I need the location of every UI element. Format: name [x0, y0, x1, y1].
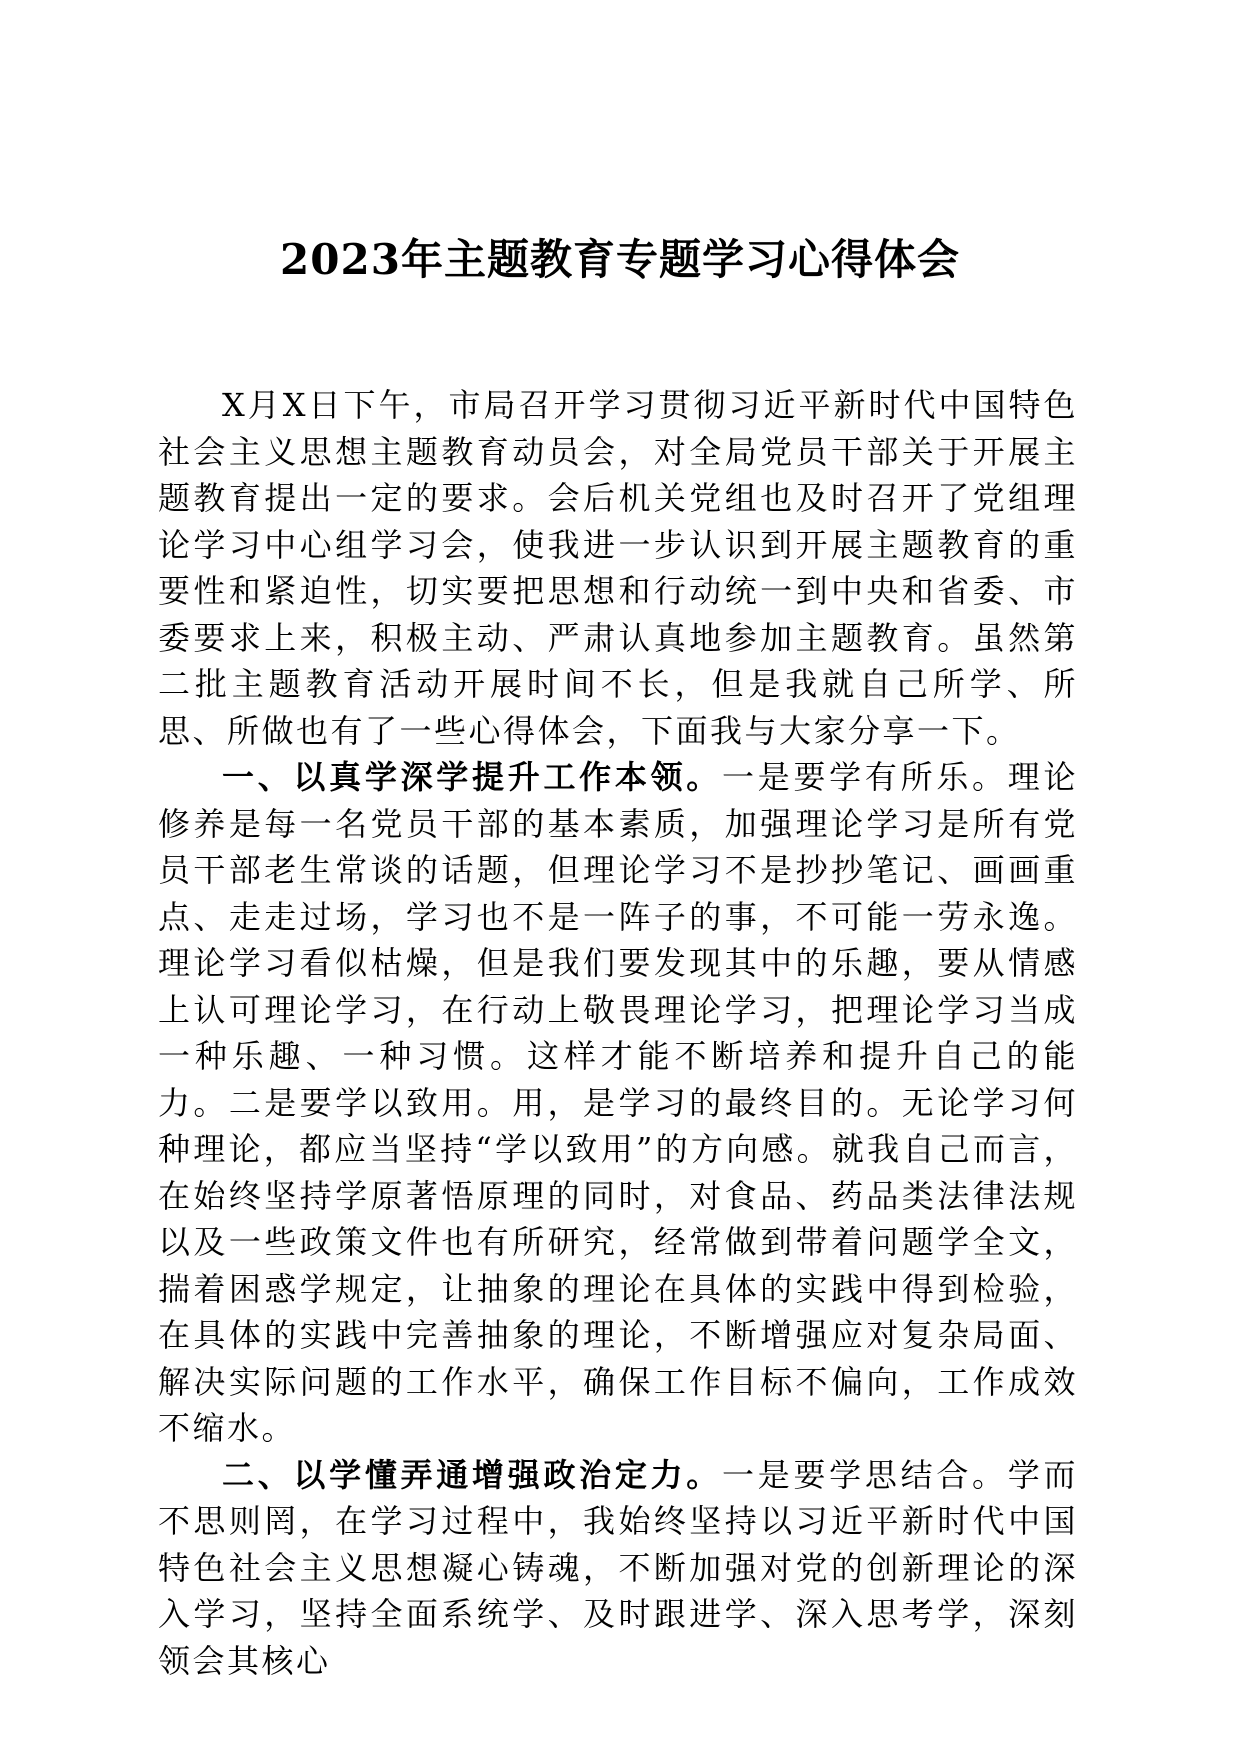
- paragraph-intro: [158, 382, 1078, 754]
- paragraph-section-1: [158, 754, 1078, 1452]
- document-body: [158, 382, 1078, 1684]
- paragraph-text: X月X日下午，市局召开学习贯彻习近平新时代中国特色社会主义思想主题教育动员会，对全局党员干部关于开展主题教育提出一定的要求。会后机关党组也及时召开了党组理论学习中心组学习会，使我进一步认识到开展主题教育的重要性和紧迫性，切实要把思想和行动统一到中央和省委、市委要求上来，积极主动、严肃认真地参加主题教育。虽然第二批主题教育活动开展时间不长，但是我就自己所学、所思、所做也有了一些心得体会，下面我与大家分享一下。: [158, 386, 1078, 750]
- section-heading: 一、以真学深学提升工作本领。: [222, 758, 723, 796]
- paragraph-text: 一是要学思结合。学而不思则罔，在学习过程中，我始终坚持以习近平新时代中国特色社会主义思想凝心铸魂，不断加强对党的创新理论的深入学习，坚持全面系统学、及时跟进学、深入思考学，深刻领会其核心: [158, 1455, 1078, 1680]
- paragraph-section-2: [158, 1452, 1078, 1685]
- section-heading: 二、以学懂弄通增强政治定力。: [222, 1455, 723, 1494]
- document-title: 2023年主题教育专题学习心得体会: [280, 235, 960, 284]
- paragraph-text: 一是要学有所乐。理论修养是每一名党员干部的基本素质，加强理论学习是所有党员干部老生常谈的话题，但理论学习不是抄抄笔记、画画重点、走走过场，学习也不是一阵子的事，不可能一劳永逸。理论学习看似枯燥，但是我们要发现其中的乐趣，要从情感上认可理论学习，在行动上敬畏理论学习，把理论学习当成一种乐趣、一种习惯。这样才能不断培养和提升自己的能力。二是要学以致用。用，是学习的最终目的。无论学习何种理论，都应当坚持“学以致用”的方向感。就我自己而言，在始终坚持学原著悟原理的同时，对食品、药品类法律法规以及一些政策文件也有所研究，经常做到带着问题学全文，揣着困惑学规定，让抽象的理论在具体的实践中得到检验，在具体的实践中完善抽象的理论，不断增强应对复杂局面、解决实际问题的工作水平，确保工作目标不偏向，工作成效不缩水。: [158, 758, 1078, 1447]
